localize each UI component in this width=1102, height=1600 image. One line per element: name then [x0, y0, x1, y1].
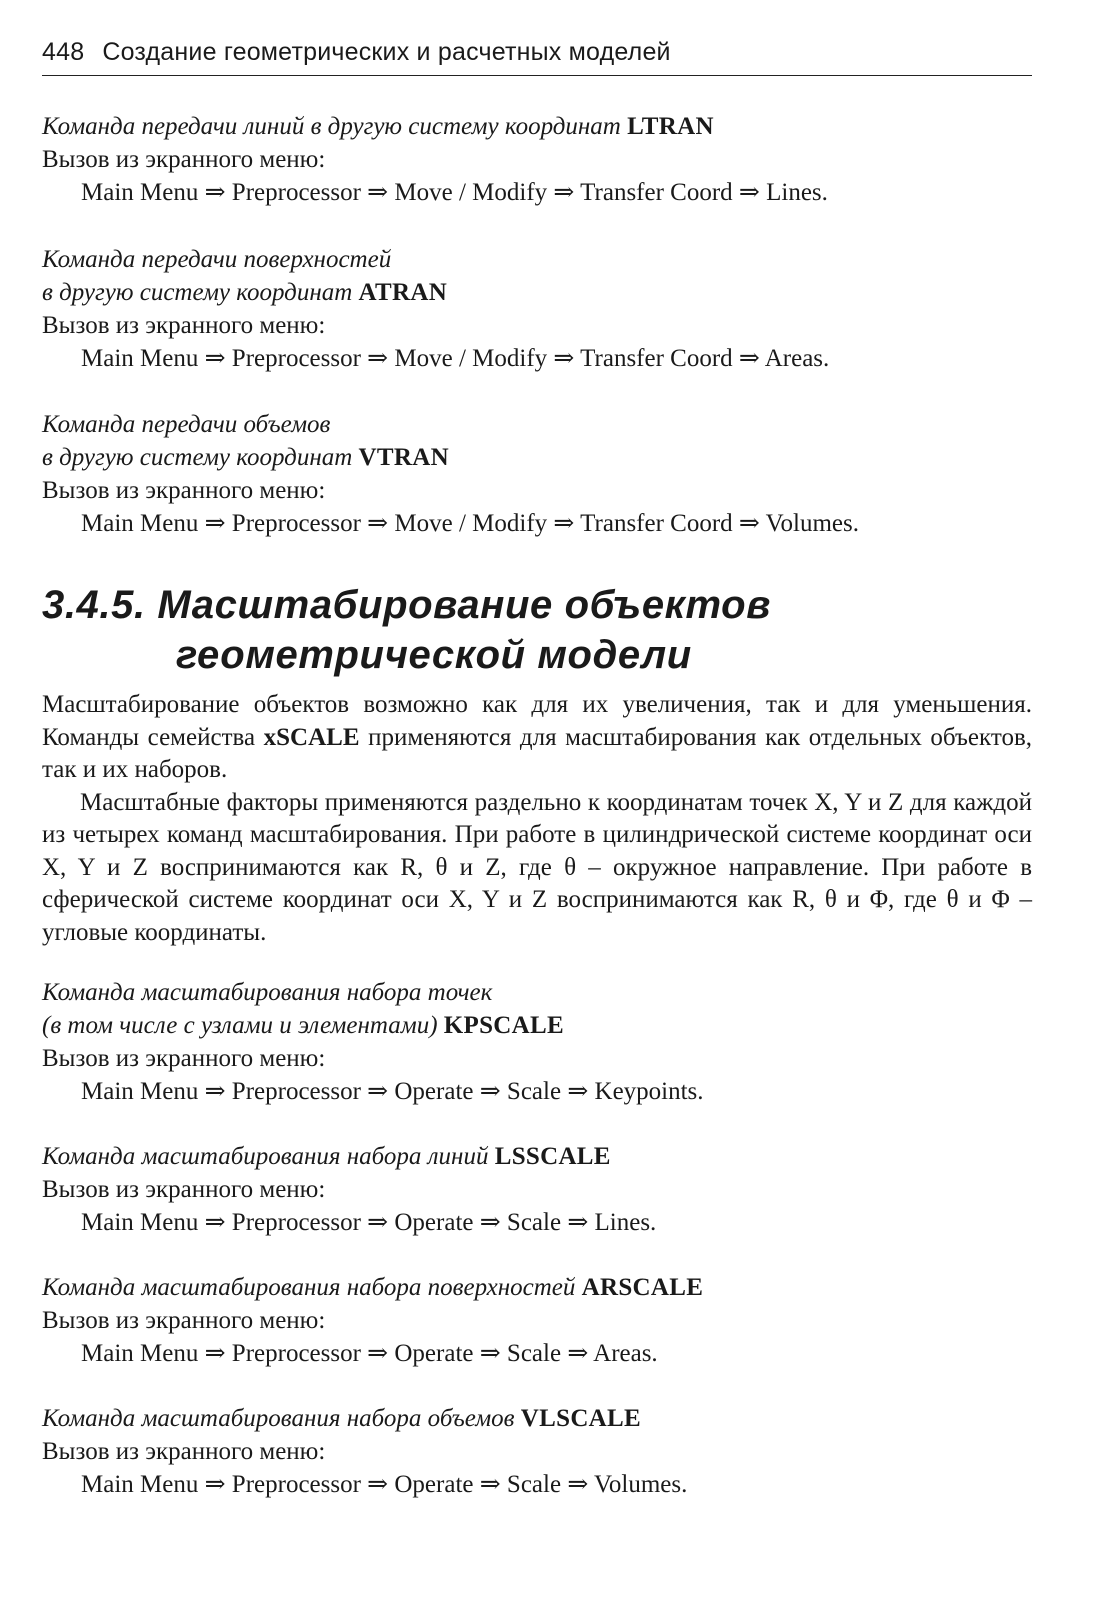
call-label: Вызов из экранного меню:: [42, 477, 326, 504]
command-name: KPSCALE: [443, 1012, 564, 1039]
command-title: в другую систему координат VTRAN: [42, 444, 449, 471]
command-block-ltran: [42, 110, 1032, 209]
command-name: LTRAN: [627, 113, 714, 140]
command-title: Команда передачи объемов: [42, 411, 331, 438]
paragraph-2: Масштабные факторы применяются раздельно к координатам точек X, Y и Z для каждой из четырех команд масштабирования. При работе в цилиндрической системе координат оси X, Y и Z воспринимаются как R, θ и Z, где θ – окружное направление. При работе в сферической системе координат оси X, Y и Z воспринимаются как R, θ и Φ, где θ и Φ – угловые координаты.: [42, 788, 1032, 946]
section-heading: [42, 580, 1032, 680]
call-label: Вызов из экранного меню:: [42, 312, 326, 339]
command-block-vlscale: [42, 1402, 1032, 1501]
command-block-kpscale: [42, 976, 1032, 1108]
call-label: Вызов из экранного меню:: [42, 1045, 326, 1072]
command-family-name: xSCALE: [263, 723, 360, 751]
call-label: Вызов из экранного меню:: [42, 1307, 326, 1334]
command-block-arscale: [42, 1271, 1032, 1370]
command-block-lsscale: [42, 1140, 1032, 1239]
command-title: Команда передачи поверхностей: [42, 246, 392, 273]
command-title: Команда передачи линий в другую систему координат LTRAN: [42, 113, 714, 140]
command-title: Команда масштабирования набора объемов VLSCALE: [42, 1405, 641, 1432]
menu-path: Main Menu ⇒ Preprocessor ⇒ Operate ⇒ Scale ⇒ Volumes.: [81, 1471, 688, 1498]
command-name: ATRAN: [358, 279, 448, 306]
menu-path: Main Menu ⇒ Preprocessor ⇒ Operate ⇒ Scale ⇒ Areas.: [81, 1340, 658, 1367]
command-title: в другую систему координат ATRAN: [42, 279, 448, 306]
section-heading-line2: геометрической модели: [176, 633, 692, 677]
menu-path: Main Menu ⇒ Preprocessor ⇒ Move / Modify ⇒ Transfer Coord ⇒ Volumes.: [81, 510, 859, 537]
section-body: [42, 689, 1032, 949]
menu-path: Main Menu ⇒ Preprocessor ⇒ Operate ⇒ Scale ⇒ Lines.: [81, 1209, 657, 1236]
command-title: Команда масштабирования набора поверхностей ARSCALE: [42, 1274, 704, 1301]
command-title: Команда масштабирования набора точек: [42, 979, 493, 1006]
call-label: Вызов из экранного меню:: [42, 1438, 326, 1465]
book-page: [42, 0, 1032, 1600]
call-label: Вызов из экранного меню:: [42, 1176, 326, 1203]
command-name: LSSCALE: [494, 1143, 611, 1170]
command-name: VLSCALE: [520, 1405, 641, 1432]
command-block-vtran: [42, 408, 1032, 540]
paragraph-1: Масштабирование объектов возможно как для их увеличения, так и для уменьшения. Команды семейства xSCALE применяются для масштабирования как отдельных объектов, так и их наборов.: [42, 691, 1032, 783]
command-block-atran: [42, 243, 1032, 375]
page-number: 448: [42, 38, 85, 66]
running-header: [42, 38, 1032, 76]
command-title: (в том числе с узлами и элементами) KPSCALE: [42, 1012, 564, 1039]
command-title: Команда масштабирования набора линий LSSCALE: [42, 1143, 611, 1170]
running-title: Создание геометрических и расчетных моделей: [102, 38, 671, 66]
command-name: ARSCALE: [581, 1274, 704, 1301]
menu-path: Main Menu ⇒ Preprocessor ⇒ Move / Modify ⇒ Transfer Coord ⇒ Areas.: [81, 345, 830, 372]
menu-path: Main Menu ⇒ Preprocessor ⇒ Operate ⇒ Scale ⇒ Keypoints.: [81, 1078, 704, 1105]
command-name: VTRAN: [358, 444, 449, 471]
menu-path: Main Menu ⇒ Preprocessor ⇒ Move / Modify ⇒ Transfer Coord ⇒ Lines.: [81, 179, 828, 206]
section-heading-line1: 3.4.5. Масштабирование объектов: [42, 583, 771, 627]
call-label: Вызов из экранного меню:: [42, 146, 326, 173]
